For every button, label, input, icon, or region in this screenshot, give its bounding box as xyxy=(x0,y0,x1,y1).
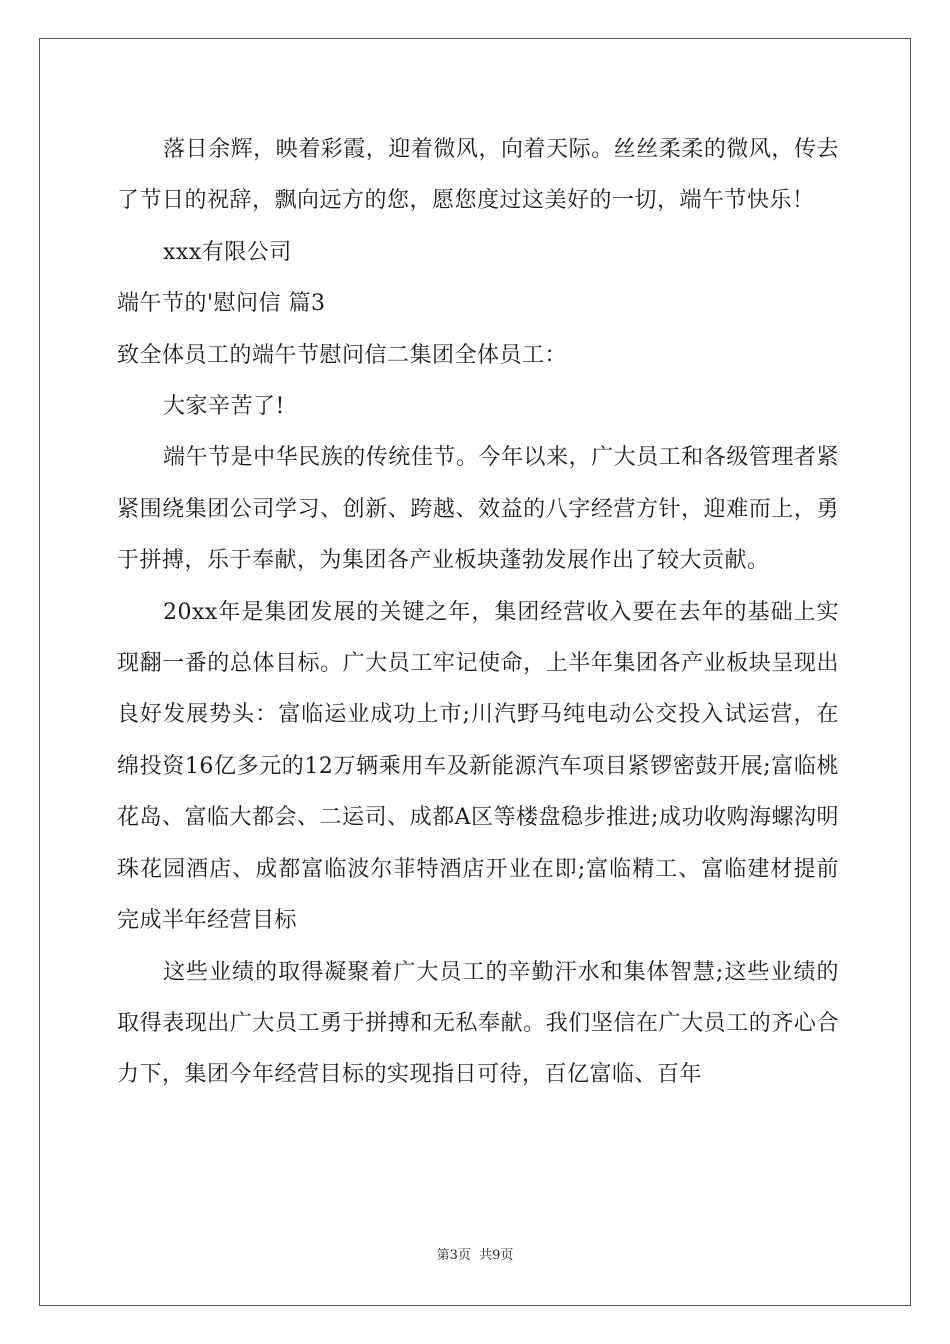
salutation-line: 大家辛苦了! xyxy=(163,394,285,420)
page-footer xyxy=(0,1244,950,1263)
page-total: 共9页 xyxy=(479,1248,514,1263)
page-number: 第3页 xyxy=(436,1248,471,1263)
company-signature: xxx有限公司 xyxy=(163,239,292,265)
letter-addressee: 致全体员工的端午节慰问信二集团全体员工： xyxy=(117,342,568,368)
body-paragraph-2: 20xx年是集团发展的关键之年，集团经营收入要在去年的基础上实现翻一番的总体目标。广大员工牢记使命，上半年集团各产业板块呈现出良好发展势头：富临运业成功上市;川汽野马纯电动公交投入试运营，在绵投资16亿多元的12万辆乘用车及新能源汽车项目紧锣密鼓开展;富临桃花岛、富临大都会、二运司、成都A区等楼盘稳步推进;成功收购海螺沟明珠花园酒店、成都富临波尔菲特酒店开业在即;富临精工、富临建材提前完成半年经营目标 xyxy=(117,599,839,934)
body-paragraph-1: 端午节是中华民族的传统佳节。今年以来，广大员工和各级管理者紧紧围绕集团公司学习、创新、跨越、效益的八字经营方针，迎难而上，勇于拼搏，乐于奉献，为集团各产业板块蓬勃发展作出了较大贡献。 xyxy=(117,445,839,574)
section-heading: 端午节的'慰问信 篇3 xyxy=(117,291,326,317)
greeting-paragraph: 落日余辉，映着彩霞，迎着微风，向着天际。丝丝柔柔的微风，传去了节日的祝辞，飘向远方的您，愿您度过这美好的一切，端午节快乐！ xyxy=(117,137,839,214)
body-paragraph-3: 这些业绩的取得凝聚着广大员工的辛勤汗水和集体智慧;这些业绩的取得表现出广大员工勇于拼搏和无私奉献。我们坚信在广大员工的齐心合力下，集团今年经营目标的实现指日可待，百亿富临、百年 xyxy=(117,959,839,1088)
document-body xyxy=(117,124,839,1101)
